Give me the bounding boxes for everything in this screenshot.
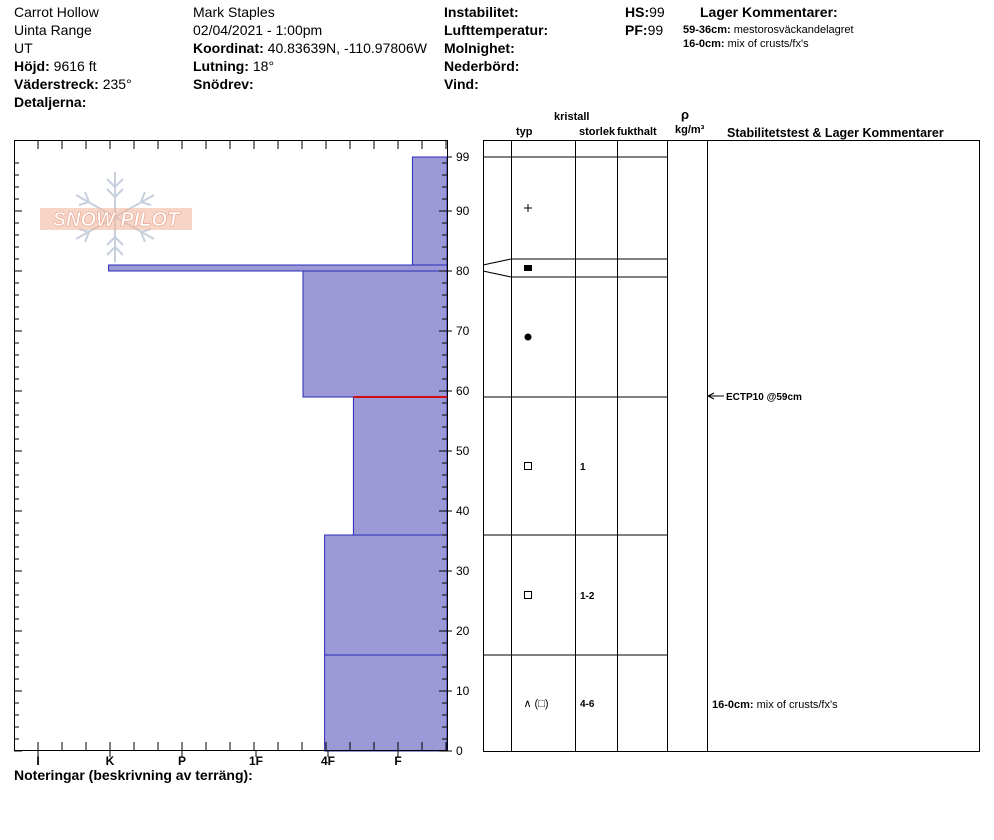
grain-size-label: 4-6 xyxy=(580,699,595,710)
hardness-tick-label: K xyxy=(105,754,115,768)
hardness-tick-label: 1F xyxy=(248,754,264,768)
coordinates-label: Koordinat: xyxy=(193,40,264,56)
depth-tick-label: 60 xyxy=(456,384,470,398)
pf-value: 99 xyxy=(647,22,664,38)
column-header-rho: ρ xyxy=(681,107,690,122)
layer-connector-line xyxy=(483,271,511,277)
layer-comment-range: 16-0cm: xyxy=(683,38,725,50)
watermark-text: SNOW PILOT xyxy=(52,209,180,231)
depth-tick-label: 50 xyxy=(456,444,470,458)
column-header-density-unit: kg/m³ xyxy=(675,124,705,136)
stability-test-label: ECTP10 @59cm xyxy=(726,392,802,403)
layer-comments-title: Lager Kommentarer: xyxy=(700,4,838,20)
aspect-label: Väderstreck: xyxy=(14,76,99,92)
layer-table-frame xyxy=(484,141,980,752)
hardness-layer-bar xyxy=(303,271,447,397)
hardness-tick-label: 4F xyxy=(320,754,336,768)
hardness-layer-bar xyxy=(353,397,447,535)
details-label: Detaljerna: xyxy=(14,94,87,110)
grain-size-label: 1-2 xyxy=(580,591,595,602)
grain-filled-square-icon xyxy=(524,265,532,271)
slope-label: Lutning: xyxy=(193,58,249,74)
grain-square-icon xyxy=(525,463,532,470)
grain-facet-mix-icon: ∧ (□) xyxy=(523,698,549,710)
observer-name: Mark Staples xyxy=(193,4,275,20)
sky-label: Molnighet: xyxy=(444,40,515,56)
layer-connector-line xyxy=(483,259,511,265)
depth-tick-label: 40 xyxy=(456,504,470,518)
depth-tick-label: 70 xyxy=(456,324,470,338)
drift-label: Snödrev: xyxy=(193,76,254,92)
elevation-value: 9616 ft xyxy=(53,58,97,74)
layer-comment-text: mix of crusts/fx's xyxy=(727,38,809,50)
grain-dot-icon xyxy=(525,334,532,341)
hardness-tick-label: P xyxy=(177,754,187,768)
column-header-stability: Stabilitetstest & Lager Kommentarer xyxy=(727,126,944,140)
column-header-crystal: kristall xyxy=(554,111,590,123)
notes-label: Noteringar (beskrivning av terräng): xyxy=(14,767,253,783)
layer-note: 16-0cm: mix of crusts/fx's xyxy=(712,699,838,711)
layer-comment-text: mestorosväckandelagret xyxy=(733,24,854,36)
slope-value: 18° xyxy=(252,58,275,74)
location-name: Carrot Hollow xyxy=(14,4,99,20)
depth-tick-label: 20 xyxy=(456,624,470,638)
grain-square-icon xyxy=(525,592,532,599)
hardness-layer-bar xyxy=(109,265,447,271)
hardness-layer-bar xyxy=(325,535,447,655)
grain-size-label: 1 xyxy=(580,462,586,473)
column-header-type: typ xyxy=(516,126,533,138)
hs-label: HS: xyxy=(625,4,650,20)
column-header-moisture: fukthalt xyxy=(617,126,657,138)
hardness-tick-label: F xyxy=(394,754,402,768)
coordinates-value: 40.83639N, -110.97806W xyxy=(267,40,427,56)
hardness-tick-label: I xyxy=(36,754,40,768)
state: UT xyxy=(14,40,33,56)
instability-label: Instabilitet: xyxy=(444,4,519,20)
layer-comment-range: 59-36cm: xyxy=(683,24,731,36)
mountain-range: Uinta Range xyxy=(14,22,92,38)
depth-tick-label: 80 xyxy=(456,264,470,278)
pf-label: PF: xyxy=(625,22,648,38)
aspect-value: 235° xyxy=(102,76,132,92)
precip-label: Nederbörd: xyxy=(444,58,520,74)
air-temp-label: Lufttemperatur: xyxy=(444,22,549,38)
depth-tick-label: 90 xyxy=(456,204,470,218)
depth-tick-label: 10 xyxy=(456,684,470,698)
wind-label: Vind: xyxy=(444,76,479,92)
elevation-label: Höjd: xyxy=(14,58,50,74)
depth-tick-label: 0 xyxy=(456,744,463,758)
hardness-layer-bar xyxy=(325,655,447,751)
column-header-size: storlek xyxy=(579,126,616,138)
hs-value: 99 xyxy=(649,4,665,20)
observation-datetime: 02/04/2021 - 1:00pm xyxy=(193,22,323,38)
depth-tick-label: 99 xyxy=(456,150,470,164)
depth-tick-label: 30 xyxy=(456,564,470,578)
